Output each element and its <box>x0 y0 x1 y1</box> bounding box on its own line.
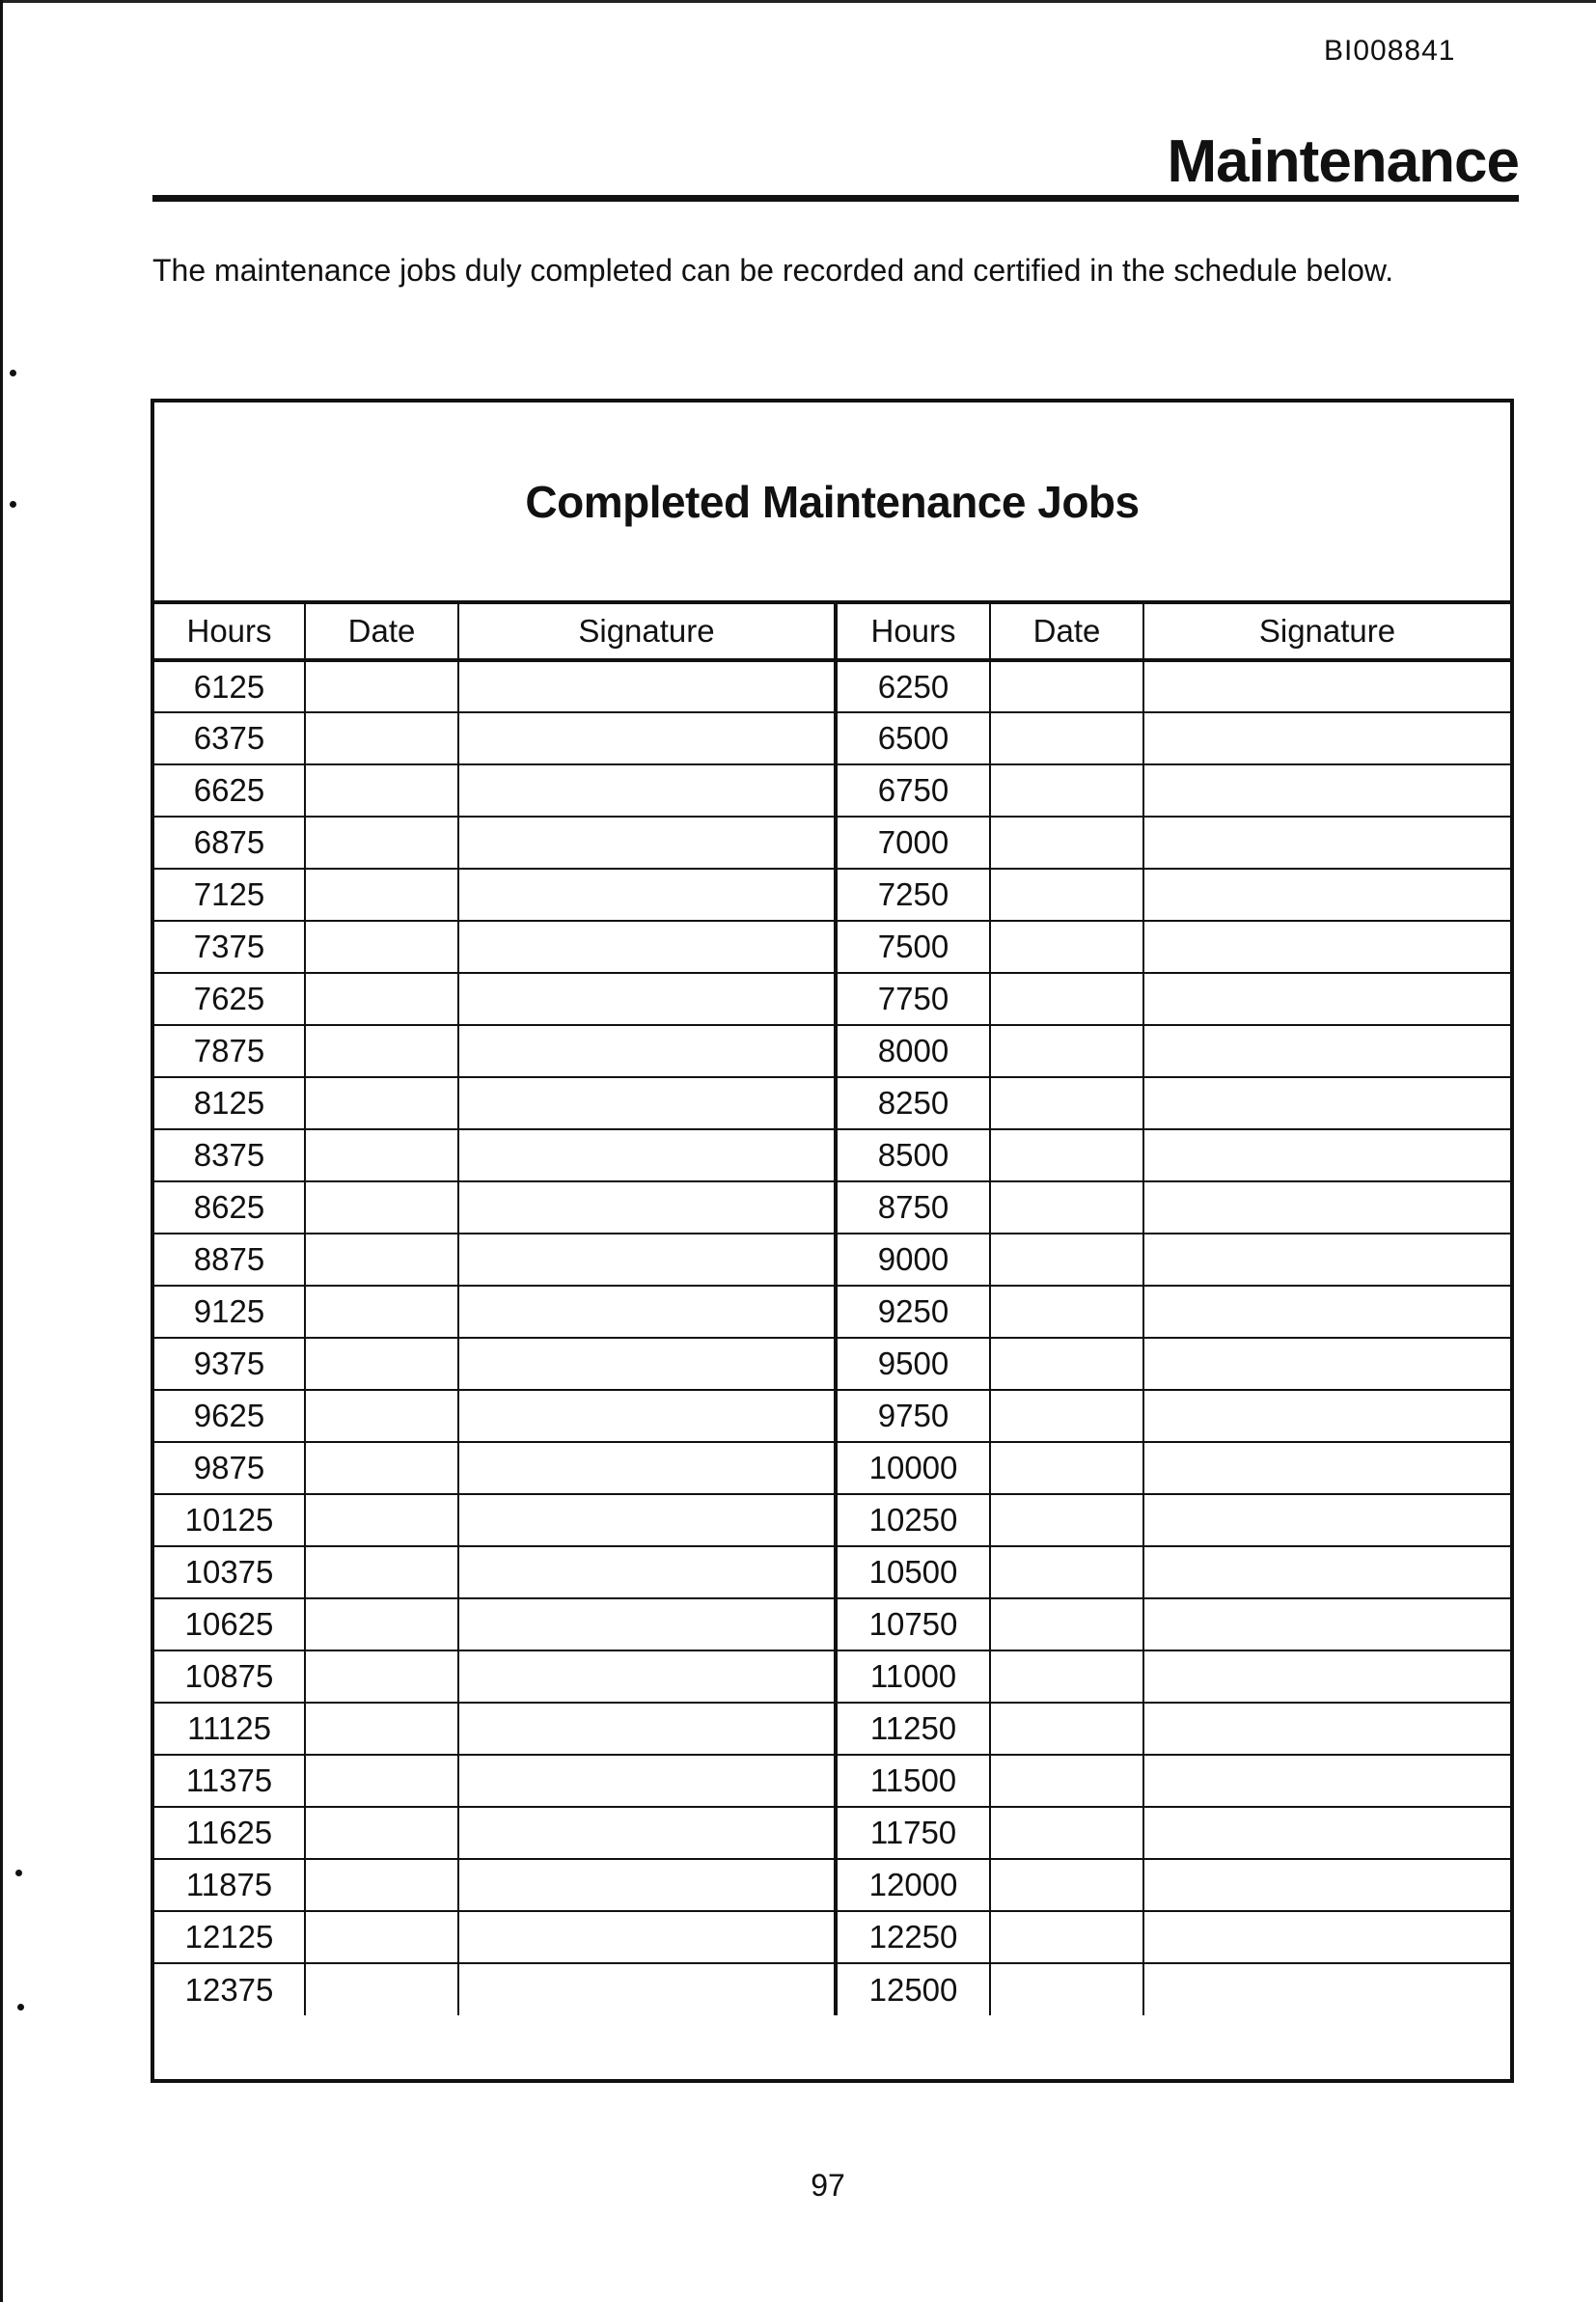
table-row <box>154 817 1510 869</box>
hours-cell-left: 9375 <box>154 1338 305 1390</box>
date-cell-left[interactable] <box>305 1286 458 1338</box>
signature-cell-right[interactable] <box>1143 764 1510 817</box>
date-cell-left[interactable] <box>305 869 458 921</box>
date-cell-right[interactable] <box>990 1442 1143 1494</box>
signature-cell-left[interactable] <box>458 817 836 869</box>
date-cell-right[interactable] <box>990 1234 1143 1286</box>
hours-cell-right: 12500 <box>836 1963 990 2015</box>
signature-cell-right[interactable] <box>1143 660 1510 712</box>
hours-cell-right: 7250 <box>836 869 990 921</box>
date-cell-right[interactable] <box>990 764 1143 817</box>
date-cell-right[interactable] <box>990 1598 1143 1650</box>
hours-cell-left: 9875 <box>154 1442 305 1494</box>
hours-cell-right: 11500 <box>836 1755 990 1807</box>
page-title: Maintenance <box>1167 128 1519 195</box>
intro-text: The maintenance jobs duly completed can be recorded and certified in the schedule below. <box>152 253 1394 288</box>
hours-cell-left: 10875 <box>154 1650 305 1703</box>
signature-cell-right[interactable] <box>1143 1807 1510 1859</box>
signature-cell-right[interactable] <box>1143 817 1510 869</box>
signature-cell-left[interactable] <box>458 1911 836 1963</box>
hours-cell-left: 10125 <box>154 1494 305 1546</box>
date-cell-left[interactable] <box>305 1494 458 1546</box>
date-cell-right[interactable] <box>990 1807 1143 1859</box>
hours-cell-left: 7875 <box>154 1025 305 1077</box>
hours-cell-left: 10625 <box>154 1598 305 1650</box>
signature-cell-left[interactable] <box>458 1025 836 1077</box>
signature-cell-left[interactable] <box>458 1703 836 1755</box>
title-rule <box>152 195 1519 202</box>
hours-cell-right: 7500 <box>836 921 990 973</box>
hours-cell-left: 6625 <box>154 764 305 817</box>
date-cell-right[interactable] <box>990 1755 1143 1807</box>
signature-cell-left[interactable] <box>458 764 836 817</box>
page-number: 97 <box>811 2168 845 2203</box>
signature-cell-left[interactable] <box>458 1129 836 1181</box>
hours-cell-left: 7375 <box>154 921 305 973</box>
date-cell-right[interactable] <box>990 712 1143 764</box>
hours-cell-right: 10000 <box>836 1442 990 1494</box>
hours-cell-right: 12250 <box>836 1911 990 1963</box>
hours-cell-right: 9250 <box>836 1286 990 1338</box>
scan-speck <box>10 501 16 508</box>
table-row <box>154 1442 1510 1494</box>
signature-cell-left[interactable] <box>458 712 836 764</box>
signature-cell-right[interactable] <box>1143 1859 1510 1911</box>
signature-cell-left[interactable] <box>458 1598 836 1650</box>
hours-cell-left: 6875 <box>154 817 305 869</box>
signature-cell-right[interactable] <box>1143 1755 1510 1807</box>
maintenance-table <box>151 399 1514 2083</box>
hours-cell-right: 9500 <box>836 1338 990 1390</box>
column-header-signature-left: Signature <box>458 604 836 660</box>
table-row <box>154 1546 1510 1598</box>
date-cell-left[interactable] <box>305 1181 458 1234</box>
hours-cell-right: 8750 <box>836 1181 990 1234</box>
date-cell-left[interactable] <box>305 921 458 973</box>
date-cell-left[interactable] <box>305 764 458 817</box>
table-row <box>154 1807 1510 1859</box>
signature-cell-right[interactable] <box>1143 1963 1510 2015</box>
signature-cell-right[interactable] <box>1143 1025 1510 1077</box>
table-row <box>154 1286 1510 1338</box>
table-row <box>154 1650 1510 1703</box>
date-cell-right[interactable] <box>990 1025 1143 1077</box>
hours-cell-right: 10250 <box>836 1494 990 1546</box>
signature-cell-left[interactable] <box>458 973 836 1025</box>
date-cell-left[interactable] <box>305 1911 458 1963</box>
signature-cell-left[interactable] <box>458 1338 836 1390</box>
hours-cell-right: 7000 <box>836 817 990 869</box>
date-cell-left[interactable] <box>305 1442 458 1494</box>
signature-cell-right[interactable] <box>1143 712 1510 764</box>
date-cell-right[interactable] <box>990 1494 1143 1546</box>
hours-cell-left: 10375 <box>154 1546 305 1598</box>
hours-cell-right: 11750 <box>836 1807 990 1859</box>
signature-cell-right[interactable] <box>1143 1494 1510 1546</box>
table-row <box>154 1129 1510 1181</box>
date-cell-right[interactable] <box>990 1077 1143 1129</box>
hours-cell-left: 8625 <box>154 1181 305 1234</box>
hours-cell-right: 11250 <box>836 1703 990 1755</box>
hours-cell-left: 12125 <box>154 1911 305 1963</box>
date-cell-left[interactable] <box>305 817 458 869</box>
hours-cell-right: 9000 <box>836 1234 990 1286</box>
table-caption: Completed Maintenance Jobs <box>154 402 1510 604</box>
date-cell-right[interactable] <box>990 1390 1143 1442</box>
hours-cell-right: 8250 <box>836 1077 990 1129</box>
signature-cell-right[interactable] <box>1143 869 1510 921</box>
header-row <box>154 604 1510 660</box>
signature-cell-left[interactable] <box>458 1963 836 2015</box>
table-row <box>154 1755 1510 1807</box>
hours-cell-left: 6375 <box>154 712 305 764</box>
signature-cell-right[interactable] <box>1143 1703 1510 1755</box>
date-cell-right[interactable] <box>990 1181 1143 1234</box>
hours-cell-left: 11625 <box>154 1807 305 1859</box>
signature-cell-right[interactable] <box>1143 1234 1510 1286</box>
hours-cell-right: 8500 <box>836 1129 990 1181</box>
signature-cell-left[interactable] <box>458 1077 836 1129</box>
table-row <box>154 1703 1510 1755</box>
date-cell-right[interactable] <box>990 1703 1143 1755</box>
hours-cell-left: 11875 <box>154 1859 305 1911</box>
signature-cell-right[interactable] <box>1143 973 1510 1025</box>
column-header-hours-left: Hours <box>154 604 305 660</box>
hours-cell-right: 6250 <box>836 660 990 712</box>
date-cell-left[interactable] <box>305 973 458 1025</box>
date-cell-right[interactable] <box>990 1338 1143 1390</box>
hours-cell-left: 9125 <box>154 1286 305 1338</box>
scan-speck <box>15 1870 22 1876</box>
hours-cell-right: 9750 <box>836 1390 990 1442</box>
hours-cell-left: 12375 <box>154 1963 305 2015</box>
table-row <box>154 1963 1510 2015</box>
date-cell-left[interactable] <box>305 660 458 712</box>
date-cell-left[interactable] <box>305 712 458 764</box>
hours-cell-right: 8000 <box>836 1025 990 1077</box>
signature-cell-left[interactable] <box>458 1494 836 1546</box>
scan-edge-top <box>0 0 1596 3</box>
column-header-date-left: Date <box>305 604 458 660</box>
scan-edge-left <box>0 0 3 2302</box>
signature-cell-right[interactable] <box>1143 1598 1510 1650</box>
date-cell-right[interactable] <box>990 1546 1143 1598</box>
signature-cell-left[interactable] <box>458 1442 836 1494</box>
date-cell-left[interactable] <box>305 1755 458 1807</box>
date-cell-right[interactable] <box>990 660 1143 712</box>
signature-cell-right[interactable] <box>1143 1546 1510 1598</box>
hours-cell-left: 7625 <box>154 973 305 1025</box>
hours-cell-right: 10500 <box>836 1546 990 1598</box>
date-cell-left[interactable] <box>305 1546 458 1598</box>
table-row <box>154 869 1510 921</box>
signature-cell-right[interactable] <box>1143 1390 1510 1442</box>
hours-cell-left: 8875 <box>154 1234 305 1286</box>
date-cell-left[interactable] <box>305 1963 458 2015</box>
hours-cell-right: 10750 <box>836 1598 990 1650</box>
table-row <box>154 764 1510 817</box>
column-header-date-right: Date <box>990 604 1143 660</box>
date-cell-left[interactable] <box>305 1025 458 1077</box>
date-cell-left[interactable] <box>305 1859 458 1911</box>
scan-speck <box>10 370 16 376</box>
hours-cell-right: 11000 <box>836 1650 990 1703</box>
signature-cell-left[interactable] <box>458 869 836 921</box>
hours-cell-right: 6500 <box>836 712 990 764</box>
table-row <box>154 660 1510 712</box>
signature-cell-right[interactable] <box>1143 1911 1510 1963</box>
hours-cell-left: 8125 <box>154 1077 305 1129</box>
signature-cell-right[interactable] <box>1143 921 1510 973</box>
signature-cell-left[interactable] <box>458 1234 836 1286</box>
column-header-hours-right: Hours <box>836 604 990 660</box>
hours-cell-left: 9625 <box>154 1390 305 1442</box>
date-cell-right[interactable] <box>990 1859 1143 1911</box>
signature-cell-left[interactable] <box>458 1390 836 1442</box>
date-cell-right[interactable] <box>990 1129 1143 1181</box>
date-cell-left[interactable] <box>305 1077 458 1129</box>
date-cell-left[interactable] <box>305 1807 458 1859</box>
hours-cell-right: 6750 <box>836 764 990 817</box>
scan-speck <box>17 2004 24 2011</box>
document-id: BI008841 <box>1324 35 1456 67</box>
signature-cell-left[interactable] <box>458 660 836 712</box>
table-body <box>154 660 1510 2015</box>
signature-cell-left[interactable] <box>458 1755 836 1807</box>
date-cell-right[interactable] <box>990 973 1143 1025</box>
signature-cell-right[interactable] <box>1143 1338 1510 1390</box>
signature-cell-left[interactable] <box>458 921 836 973</box>
table-row <box>154 1234 1510 1286</box>
signature-cell-right[interactable] <box>1143 1181 1510 1234</box>
table-row <box>154 1598 1510 1650</box>
signature-cell-left[interactable] <box>458 1286 836 1338</box>
date-cell-right[interactable] <box>990 869 1143 921</box>
date-cell-left[interactable] <box>305 1598 458 1650</box>
date-cell-right[interactable] <box>990 1911 1143 1963</box>
table-row <box>154 1181 1510 1234</box>
signature-cell-left[interactable] <box>458 1807 836 1859</box>
signature-cell-right[interactable] <box>1143 1077 1510 1129</box>
signature-cell-left[interactable] <box>458 1181 836 1234</box>
date-cell-left[interactable] <box>305 1234 458 1286</box>
date-cell-left[interactable] <box>305 1650 458 1703</box>
date-cell-left[interactable] <box>305 1390 458 1442</box>
date-cell-left[interactable] <box>305 1129 458 1181</box>
table-row <box>154 973 1510 1025</box>
date-cell-left[interactable] <box>305 1703 458 1755</box>
signature-cell-right[interactable] <box>1143 1650 1510 1703</box>
table-row <box>154 1859 1510 1911</box>
date-cell-right[interactable] <box>990 921 1143 973</box>
table-row <box>154 1911 1510 1963</box>
signature-cell-left[interactable] <box>458 1859 836 1911</box>
hours-cell-left: 7125 <box>154 869 305 921</box>
hours-cell-right: 7750 <box>836 973 990 1025</box>
table-row <box>154 1338 1510 1390</box>
date-cell-right[interactable] <box>990 1650 1143 1703</box>
hours-cell-left: 8375 <box>154 1129 305 1181</box>
table-row <box>154 1494 1510 1546</box>
signature-cell-right[interactable] <box>1143 1442 1510 1494</box>
hours-cell-left: 6125 <box>154 660 305 712</box>
table-row <box>154 1390 1510 1442</box>
date-cell-right[interactable] <box>990 1286 1143 1338</box>
signature-cell-left[interactable] <box>458 1546 836 1598</box>
hours-cell-right: 12000 <box>836 1859 990 1911</box>
signature-cell-left[interactable] <box>458 1650 836 1703</box>
column-header-signature-right: Signature <box>1143 604 1510 660</box>
maintenance-log-grid <box>154 604 1510 2015</box>
date-cell-left[interactable] <box>305 1338 458 1390</box>
table-row <box>154 712 1510 764</box>
table-row <box>154 1025 1510 1077</box>
hours-cell-left: 11375 <box>154 1755 305 1807</box>
signature-cell-right[interactable] <box>1143 1129 1510 1181</box>
date-cell-right[interactable] <box>990 817 1143 869</box>
table-row <box>154 1077 1510 1129</box>
hours-cell-left: 11125 <box>154 1703 305 1755</box>
date-cell-right[interactable] <box>990 1963 1143 2015</box>
table-row <box>154 921 1510 973</box>
signature-cell-right[interactable] <box>1143 1286 1510 1338</box>
